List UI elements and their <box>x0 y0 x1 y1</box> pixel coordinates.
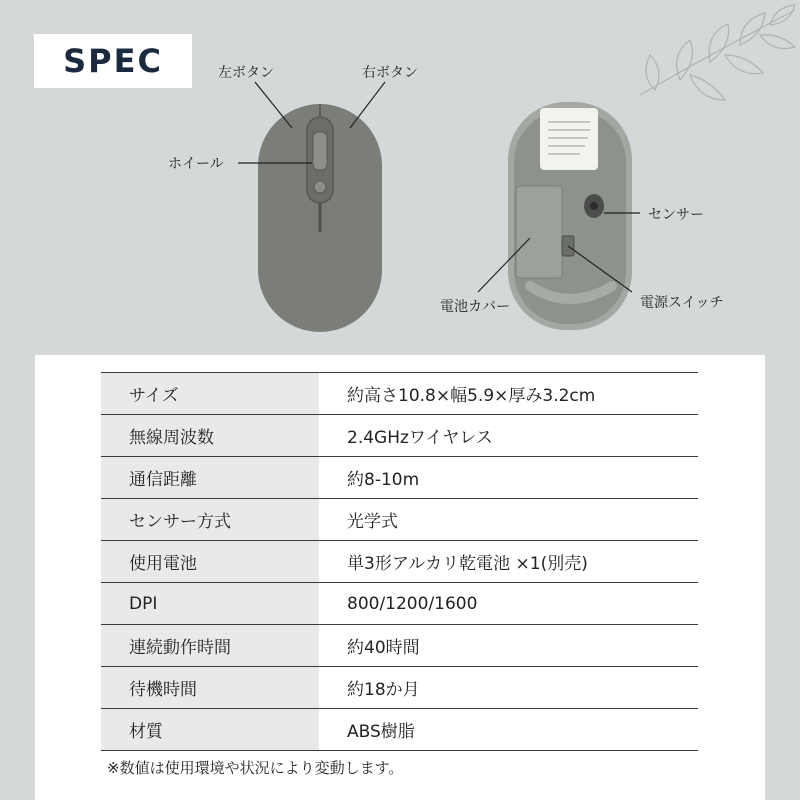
spec-key: 連続動作時間 <box>101 625 319 667</box>
mouse-top-view <box>258 104 382 332</box>
mouse-bottom-view <box>508 102 632 330</box>
spec-value: 約40時間 <box>319 625 698 667</box>
spec-key: 通信距離 <box>101 457 319 499</box>
spec-key: DPI <box>101 583 319 625</box>
spec-key: 材質 <box>101 709 319 751</box>
spec-value: 単3形アルカリ乾電池 ×1(別売) <box>319 541 698 583</box>
spec-key: センサー方式 <box>101 499 319 541</box>
table-row <box>101 499 698 541</box>
label-sensor: センサー <box>648 207 704 223</box>
spec-value: 約18か月 <box>319 667 698 709</box>
table-row <box>101 457 698 499</box>
spec-value: 約高さ10.8×幅5.9×厚み3.2cm <box>319 373 698 415</box>
table-row <box>101 709 698 751</box>
spec-key: 待機時間 <box>101 667 319 709</box>
label-right-button: 右ボタン <box>362 65 418 81</box>
label-battery-cover: 電池カバー <box>440 299 510 315</box>
spec-value: 光学式 <box>319 499 698 541</box>
spec-table <box>101 372 698 751</box>
table-row <box>101 583 698 625</box>
table-row <box>101 415 698 457</box>
spec-value: 2.4GHzワイヤレス <box>319 415 698 457</box>
spec-value: ABS樹脂 <box>319 709 698 751</box>
disclaimer-note: ※数値は使用環境や状況により変動します。 <box>107 759 404 777</box>
label-wheel: ホイール <box>168 156 224 172</box>
spec-key: 無線周波数 <box>101 415 319 457</box>
label-power-switch: 電源スイッチ <box>640 295 724 311</box>
table-row <box>101 625 698 667</box>
spec-value: 約8-10m <box>319 457 698 499</box>
table-row <box>101 667 698 709</box>
spec-value: 800/1200/1600 <box>319 583 698 625</box>
table-row <box>101 373 698 415</box>
spec-title: SPEC <box>63 42 163 80</box>
spec-key: サイズ <box>101 373 319 415</box>
table-row <box>101 541 698 583</box>
spec-panel <box>35 355 765 800</box>
spec-key: 使用電池 <box>101 541 319 583</box>
label-left-button: 左ボタン <box>218 65 274 81</box>
